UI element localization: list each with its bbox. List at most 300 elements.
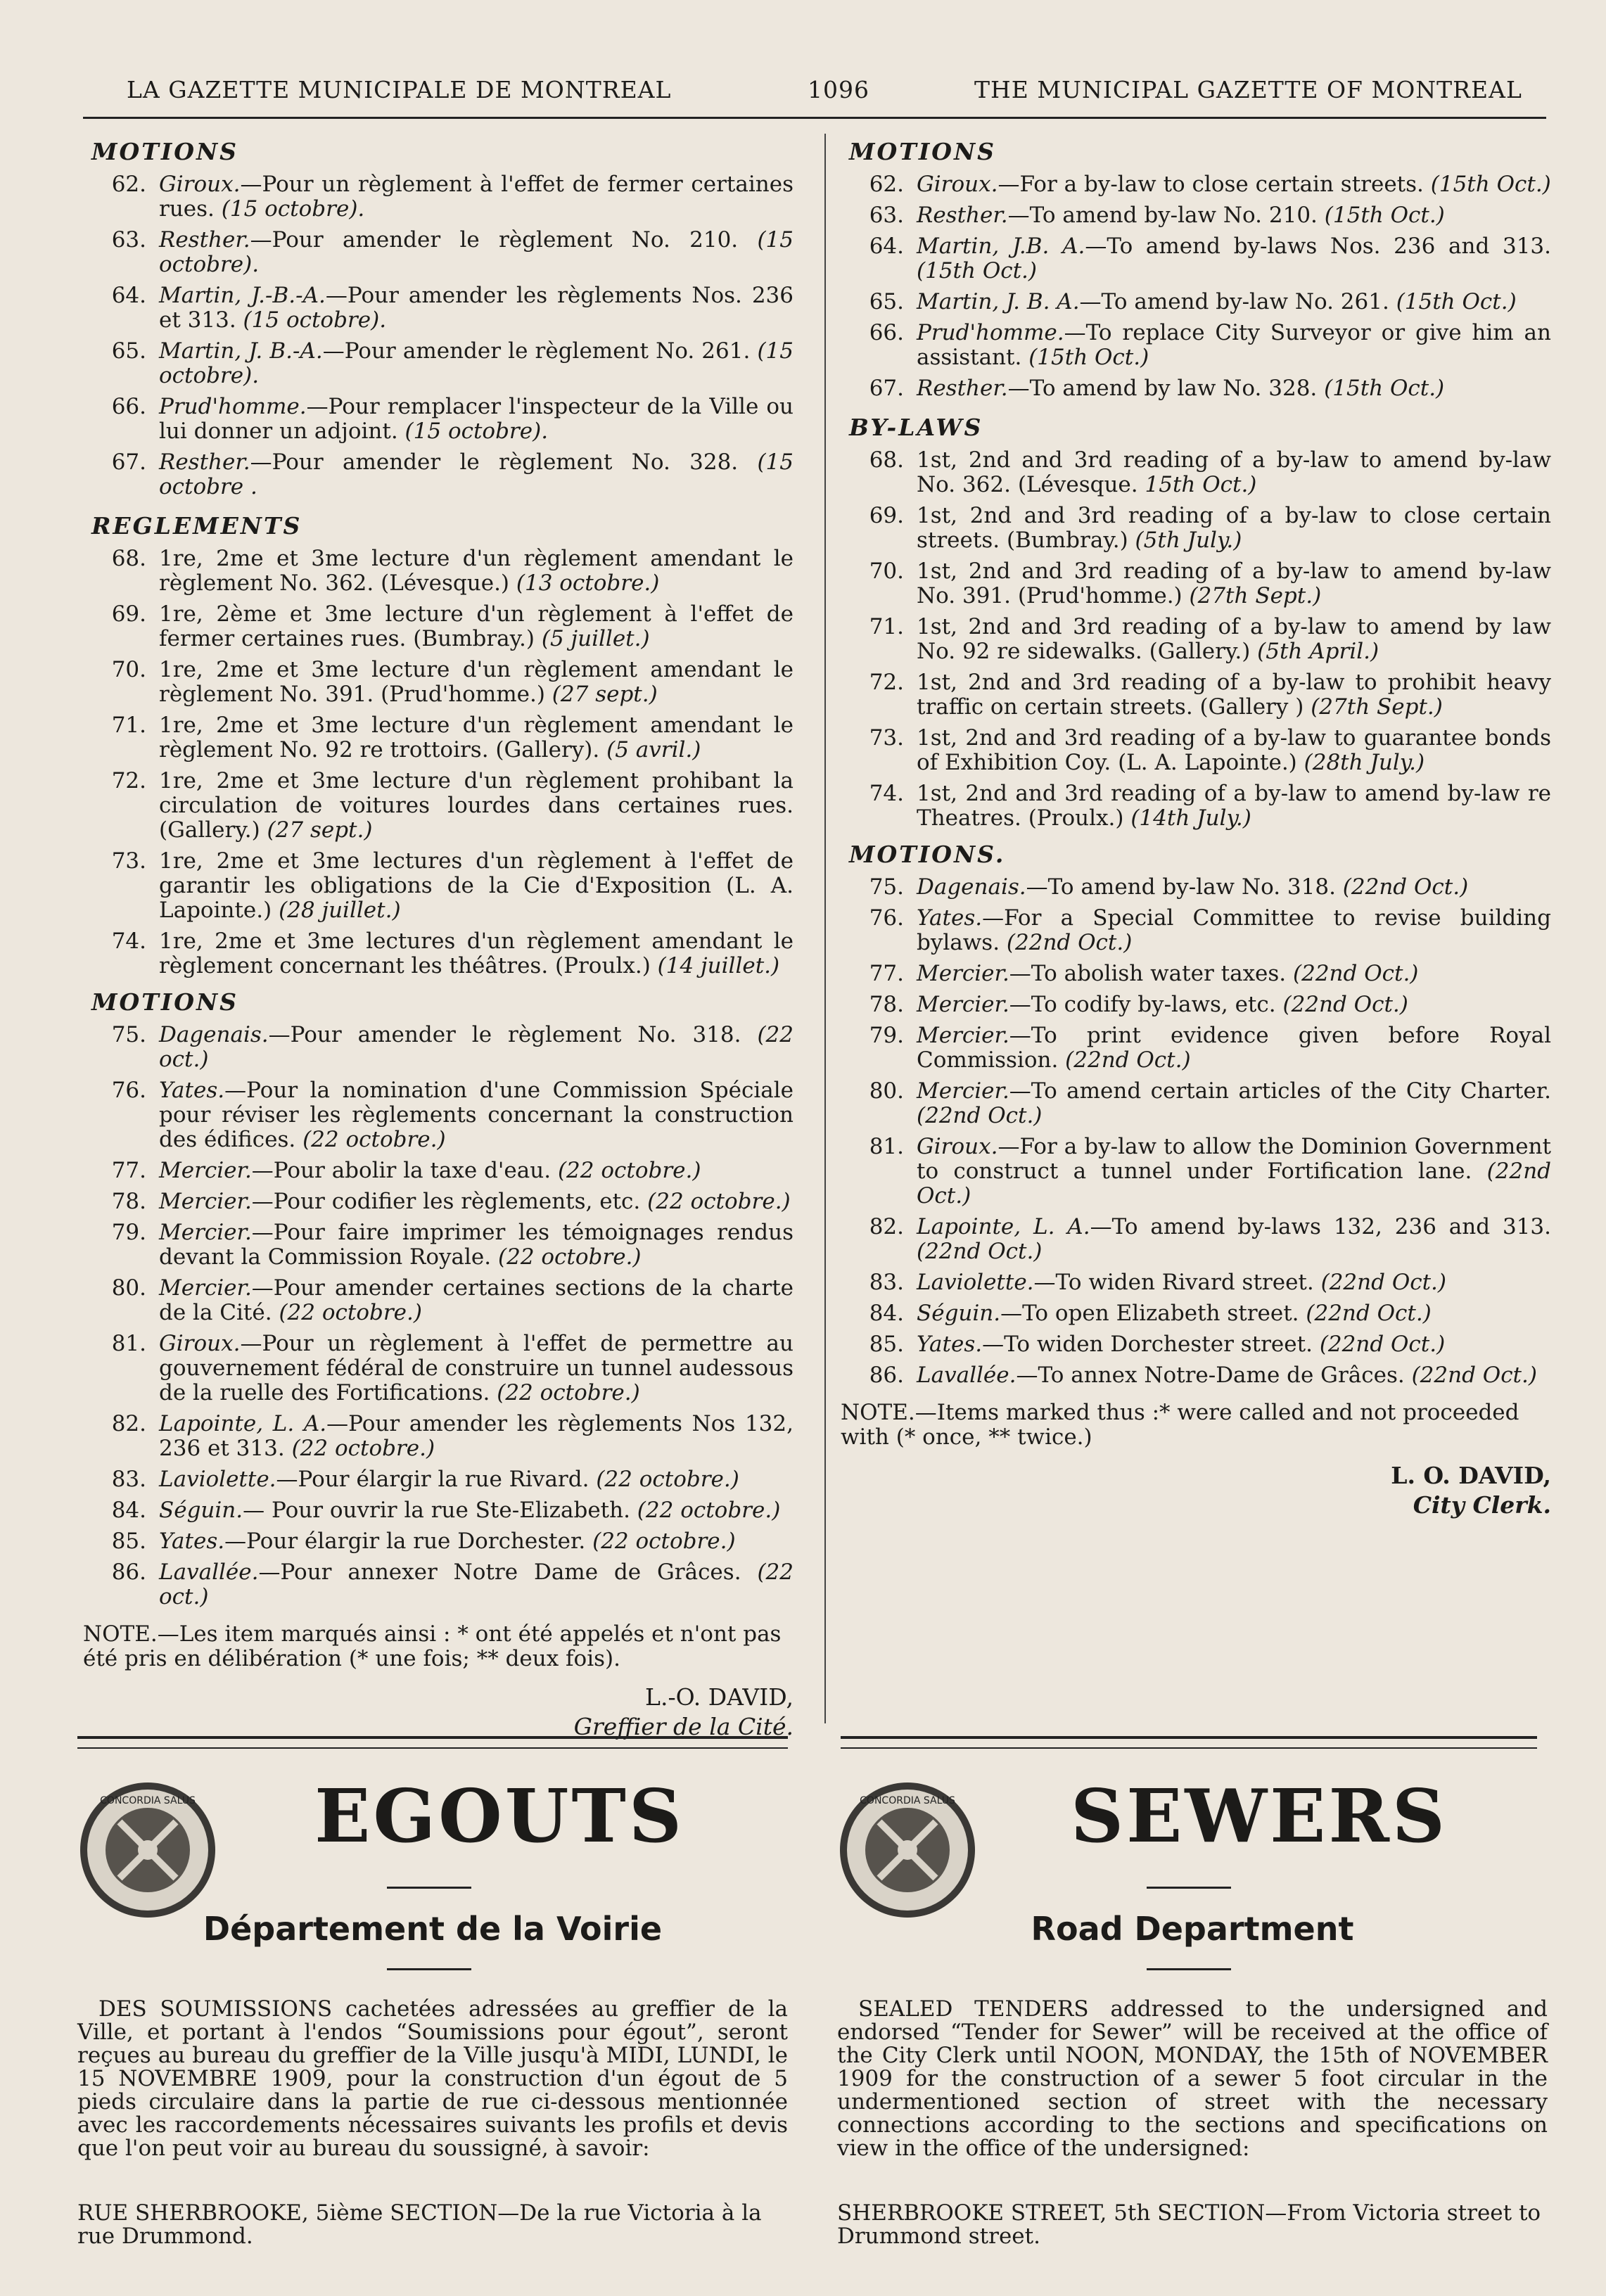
item-text [917,726,1551,775]
bylaws-list [83,547,794,978]
item-description: 1re, 2me et 3me lecture d'un règlement amendant le règlement No. 92 re trottoirs. (Gallery). [159,713,794,763]
list-item [83,1332,794,1405]
item-description: 1re, 2me et 3me lecture d'un règlement prohibant la circulation de voitures lourdes dans certaines rues. (Gallery.) [159,768,794,843]
item-description: —Pour amender le règlement No. 318. [268,1022,741,1047]
title-rule [387,1887,471,1889]
mover-name: Martin, J. B. A. [917,289,1080,314]
item-text [159,547,794,596]
mover-name: Martin, J.-B.-A. [159,283,326,308]
mover-name: Séguin. [917,1301,1001,1326]
item-date: (22 octobre.) [279,1300,422,1325]
list-item [83,713,794,763]
item-description: —To amend by-laws Nos. 236 and 313. [1085,234,1551,259]
section-title: REGLEMENTS [91,512,302,540]
item-date: (22nd Oct.) [1006,930,1133,955]
list-item [83,1159,794,1183]
item-description: —Pour amender le règlement No. 210. [250,227,739,253]
item-number: 79. [111,1220,146,1245]
list-item [841,559,1551,608]
mover-name: Dagenais. [917,874,1026,900]
list-item [83,228,794,277]
item-number: 84. [869,1301,904,1326]
item-number: 68. [111,546,146,571]
item-text [917,962,1551,986]
item-number: 86. [111,1560,146,1585]
mover-name: Lapointe, L. A. [917,1214,1090,1239]
item-date: (22 octobre.) [557,1158,701,1183]
title-rule [1147,1887,1231,1889]
section-title: MOTIONS [849,138,997,165]
item-text [159,1529,794,1554]
signature-name: L. O. DAVID, [1391,1462,1551,1489]
item-date: (15th Oct.) [917,258,1037,283]
item-date: (15 octobre . [159,449,794,499]
motions-list [841,875,1551,1388]
item-date: (13 octobre.) [516,570,660,596]
list-item [83,1276,794,1325]
item-text [159,228,794,277]
mover-name: Giroux. [159,1331,241,1356]
mover-name: Giroux. [917,1134,998,1159]
item-text [159,1023,794,1072]
item-number: 72. [111,768,146,793]
item-number: 70. [869,559,904,584]
list-item [83,1078,794,1152]
list-item [841,1079,1551,1128]
list-item [83,395,794,444]
item-description: —To replace City Surveyor or give him an assistant. [917,320,1551,370]
item-date: (15 octobre). [221,196,365,222]
item-number: 75. [111,1022,146,1047]
item-description: —To amend certain articles of the City Charter. [1009,1078,1551,1104]
ad-body: DES SOUMISSIONS cachetées adressées au greffier de la Ville, et portant à l'endos “Soumissions pour égout”, seront reçues au bureau du greffier de la Ville jusqu'à MIDI, LUNDI, le 15 NOVEMBRE 1909, pour la construction d'un égout de 5 pieds circulaire dans la partie de rue ci-dessous mentionnée avec les raccordements nécessaires suivants les profils et devis que l'on peut voir au bureau du soussigné, à savoir: [77,1996,788,2161]
item-date: (28th July.) [1304,750,1425,775]
item-description: —To amend by-laws 132, 236 and 313. [1090,1214,1551,1239]
item-text [917,1332,1551,1357]
list-item [83,1467,794,1492]
item-description: —To widen Dorchester street. [982,1332,1313,1357]
header-right: THE MUNICIPAL GAZETTE OF MONTREAL [974,76,1522,103]
ad-subtitle: Département de la Voirie [203,1910,663,1948]
item-number: 71. [869,614,904,639]
item-description: —To widen Rivard street. [1033,1270,1314,1295]
item-text [917,1363,1551,1388]
list-item [83,1560,794,1609]
item-number: 76. [111,1078,146,1103]
item-date: (22 octobre.) [637,1498,781,1523]
list-item [83,1412,794,1461]
item-number: 82. [111,1411,146,1436]
list-item [83,1529,794,1554]
item-date: (15th Oct.) [1028,345,1149,370]
header-rule [83,117,1546,119]
item-text [917,234,1551,283]
item-number: 62. [869,172,904,197]
list-item [841,504,1551,553]
item-date: (22 octobre.) [302,1127,446,1152]
mover-name: Resther. [159,227,250,253]
item-date: (15 octobre). [404,419,549,444]
item-date: 15th Oct.) [1145,472,1257,497]
item-date: (15 octobre). [243,307,387,333]
item-date: (15th Oct.) [1396,289,1517,314]
mover-name: Martin, J. B.-A. [159,338,323,364]
item-number: 66. [111,394,146,419]
item-description: —For a by-law to close certain streets. [998,172,1424,197]
note: NOTE.—Items marked thus :* were called and not proceeded with (* once, ** twice.) [841,1400,1519,1450]
english-column [841,134,1551,1520]
item-description: —To amend by law No. 328. [1007,376,1318,401]
item-text [159,713,794,763]
list-item [83,769,794,843]
item-description: —To open Elizabeth street. [1000,1301,1299,1326]
item-description: —Pour amender les règlements Nos 132, 236 et 313. [159,1411,794,1461]
item-description: 1st, 2nd and 3rd reading of a by-law to amend by-law No. 362. (Lévesque. [917,447,1551,497]
item-number: 80. [111,1275,146,1301]
mover-name: Lavallée. [159,1560,259,1585]
section-title: BY-LAWS [849,414,983,441]
item-date: (22nd Oct.) [1342,874,1469,900]
mover-name: Mercier. [159,1189,252,1214]
item-date: (22 octobre.) [647,1189,791,1214]
item-date: (22nd Oct.) [1411,1363,1537,1388]
list-item [841,906,1551,955]
item-description: —Pour remplacer l'inspecteur de la Ville ou lui donner un adjoint. [159,394,794,444]
item-number: 75. [869,874,904,900]
list-item [83,283,794,333]
city-seal-icon [837,1780,978,1920]
item-number: 73. [869,725,904,751]
list-item [841,1023,1551,1073]
item-number: 67. [869,376,904,401]
list-item [83,1190,794,1214]
mover-name: Yates. [159,1078,225,1103]
item-number: 82. [869,1214,904,1239]
item-text [159,1332,794,1405]
item-number: 69. [111,601,146,627]
section-divider [77,1736,788,1749]
item-text [159,1190,794,1214]
item-number: 74. [869,781,904,806]
item-description: —To print evidence given before Royal Commission. [917,1023,1551,1073]
item-date: (22nd Oct.) [917,1159,1552,1208]
item-text [917,1215,1551,1264]
header-left: LA GAZETTE MUNICIPALE DE MONTREAL [127,76,672,103]
list-item [83,1023,794,1072]
item-description: —To amend by-law No. 318. [1026,874,1336,900]
signature [841,1461,1551,1520]
item-text [917,1023,1551,1073]
list-item [841,234,1551,283]
list-item [841,1332,1551,1357]
item-text [917,448,1551,497]
item-number: 71. [111,713,146,738]
list-item [83,339,794,388]
item-number: 79. [869,1023,904,1048]
item-text [159,1560,794,1609]
item-date: (22 octobre.) [497,1380,640,1405]
item-date: (14th July.) [1130,805,1251,831]
mover-name: Prud'homme. [159,394,307,419]
item-number: 64. [869,234,904,259]
item-description: 1re, 2me et 3me lecture d'un règlement amendant le règlement No. 391. (Prud'homme.) [159,657,794,707]
mover-name: Resther. [917,376,1008,401]
item-text [159,602,794,651]
list-item [83,1220,794,1270]
list-item [841,670,1551,720]
motions-list [83,172,794,499]
item-description: 1st, 2nd and 3rd reading of a by-law to guarantee bonds of Exhibition Coy. (L. A. Lapointe.) [917,725,1551,775]
section-divider [841,1736,1537,1749]
item-text [159,1276,794,1325]
section-title: MOTIONS [91,988,239,1016]
list-item [83,450,794,499]
item-date: (22nd Oct.) [1065,1047,1191,1073]
item-date: (14 juillet.) [657,953,780,978]
item-description: —Pour un règlement à l'effet de fermer certaines rues. [159,172,794,222]
item-text [917,290,1551,314]
item-description: —Pour élargir la rue Rivard. [276,1467,589,1492]
list-item [841,962,1551,986]
item-date: (5th April.) [1257,639,1379,664]
item-number: 65. [869,289,904,314]
list-item [841,782,1551,831]
item-date: (15th Oct.) [1430,172,1551,197]
item-text [159,929,794,978]
list-item [83,1498,794,1523]
ad-body: SEALED TENDERS addressed to the undersigned and endorsed “Tender for Sewer” will be received at the office of the City Clerk until NOON, MONDAY, the 15th of NOVEMBER 1909 for the construction of a sewer 5 foot circular in the undermentioned section of street with the necessary connections according to the sections and specifications on view in the office of the undersigned: [837,1996,1548,2161]
ad-location: SHERBROOKE STREET, 5th SECTION—From Victoria street to Drummond street. [837,2200,1541,2249]
item-date: (22 octobre.) [498,1244,642,1270]
item-description: —For a by-law to allow the Dominion Government to construct a tunnel under Fortification lane. [917,1134,1551,1184]
list-item [83,658,794,707]
item-description: —Pour un règlement à l'effet de permettre au gouvernement fédéral de construire un tunnel audessous de la ruelle des Fortifications. [159,1331,794,1405]
item-date: (22 oct.) [159,1022,794,1072]
item-date: (22 octobre.) [596,1467,739,1492]
motions-list [83,1023,794,1609]
ad-title: SEWERS [1071,1773,1448,1859]
mover-name: Laviolette. [159,1467,276,1492]
list-item [841,726,1551,775]
mover-name: Mercier. [159,1158,252,1183]
item-number: 65. [111,338,146,364]
item-date: (22 octobre.) [592,1529,736,1554]
mover-name: Mercier. [917,992,1009,1017]
item-date: (27 sept.) [267,817,373,843]
item-text [917,993,1551,1017]
list-item [841,993,1551,1017]
item-text [917,615,1551,664]
list-item [841,448,1551,497]
mover-name: Prud'homme. [917,320,1064,345]
bylaws-list [841,448,1551,831]
list-item [841,376,1551,401]
signature-name: L.-O. DAVID, [645,1683,794,1711]
item-number: 66. [869,320,904,345]
note: NOTE.—Les item marqués ainsi : * ont été appelés et n'ont pas été pris en délibération (* une fois; ** deux fois). [83,1621,782,1671]
item-date: (22 octobre.) [291,1436,435,1461]
mover-name: Mercier. [159,1275,252,1301]
item-description: —Pour amender le règlement No. 328. [250,449,739,475]
item-description: —To amend by-law No. 210. [1007,203,1318,228]
item-date: (22nd Oct.) [1306,1301,1432,1326]
item-text [159,339,794,388]
list-item [841,172,1551,197]
mover-name: Giroux. [159,172,241,197]
item-date: (15 octobre). [159,227,794,277]
item-description: —Pour la nomination d'une Commission Spéciale pour réviser les règlements concernant la construction des édifices. [159,1078,794,1152]
item-number: 85. [111,1529,146,1554]
item-number: 70. [111,657,146,682]
mover-name: Laviolette. [917,1270,1034,1295]
item-text [159,450,794,499]
item-text [159,849,794,923]
item-description: 1st, 2nd and 3rd reading of a by-law to prohibit heavy traffic on certain streets. (Gallery ) [917,670,1551,720]
item-text [917,321,1551,370]
item-description: 1st, 2nd and 3rd reading of a by-law to amend by law No. 92 re sidewalks. (Gallery.) [917,614,1551,664]
list-item [841,1363,1551,1388]
item-description: 1re, 2me et 3me lecture d'un règlement amendant le règlement No. 362. (Lévesque.) [159,546,794,596]
item-number: 62. [111,172,146,197]
mover-name: Yates. [159,1529,225,1554]
list-item [841,1135,1551,1208]
list-item [841,615,1551,664]
column-divider [824,134,826,1723]
item-text [917,1135,1551,1208]
ad-title: EGOUTS [314,1773,684,1859]
item-text [917,906,1551,955]
item-number: 81. [869,1134,904,1159]
item-text [917,172,1551,197]
item-text [917,559,1551,608]
item-description: —Pour annexer Notre Dame de Grâces. [258,1560,741,1585]
item-description: 1st, 2nd and 3rd reading of a by-law to close certain streets. (Bumbray.) [917,503,1551,553]
list-item [841,1301,1551,1326]
item-date: (15th Oct.) [1324,376,1445,401]
item-number: 64. [111,283,146,308]
mover-name: Resther. [159,449,250,475]
item-text [159,1078,794,1152]
mover-name: Giroux. [917,172,998,197]
item-date: (5th July.) [1135,528,1242,553]
list-item [83,172,794,222]
mover-name: Lavallée. [917,1363,1017,1388]
item-text [917,1270,1551,1295]
item-text [159,395,794,444]
item-text [917,203,1551,228]
signature-role: Greffier de la Cité. [573,1713,794,1740]
item-date: (22nd Oct.) [1319,1332,1446,1357]
item-number: 80. [869,1078,904,1104]
motions-list [841,172,1551,401]
signature-role: City Clerk. [1413,1491,1551,1519]
item-text [917,504,1551,553]
item-number: 77. [111,1158,146,1183]
item-description: —Pour élargir la rue Dorchester. [224,1529,586,1554]
mover-name: Yates. [917,905,983,931]
item-number: 85. [869,1332,904,1357]
seal-text: CONCORDIA SALUS [100,1795,196,1806]
item-text [159,1159,794,1183]
item-text [917,1301,1551,1326]
item-description: 1re, 2me et 3me lectures d'un règlement à l'effet de garantir les obligations de la Cie d'Exposition (L. A. Lapointe.) [159,848,794,923]
list-item [841,1215,1551,1264]
item-date: (5 avril.) [606,737,701,763]
item-text [159,769,794,843]
list-item [83,602,794,651]
page-number: 1096 [808,76,869,103]
item-date: (27th Sept.) [1189,583,1322,608]
item-description: —To abolish water taxes. [1009,961,1287,986]
list-item [83,849,794,923]
item-number: 67. [111,449,146,475]
item-number: 77. [869,961,904,986]
item-date: (22nd Oct.) [917,1103,1043,1128]
item-description: —Pour codifier les règlements, etc. [251,1189,641,1214]
item-text [159,172,794,222]
item-description: — Pour ouvrir la rue Ste-Elizabeth. [243,1498,630,1523]
item-description: —Pour amender les règlements Nos. 236 et 313. [159,283,794,333]
item-date: (15th Oct.) [1324,203,1445,228]
item-date: (15 octobre). [159,338,794,388]
item-text [159,283,794,333]
item-description: 1st, 2nd and 3rd reading of a by-law to amend by-law No. 391. (Prud'homme.) [917,559,1551,608]
item-number: 83. [869,1270,904,1295]
item-description: —Pour faire imprimer les témoignages rendus devant la Commission Royale. [159,1220,794,1270]
mover-name: Yates. [917,1332,983,1357]
item-number: 63. [111,227,146,253]
item-text [159,1498,794,1523]
seal-text: CONCORDIA SALUS [860,1795,955,1806]
item-number: 63. [869,203,904,228]
item-number: 84. [111,1498,146,1523]
item-date: (22 oct.) [159,1560,794,1609]
item-text [917,1079,1551,1128]
item-date: (28 juillet.) [279,898,401,923]
mover-name: Séguin. [159,1498,243,1523]
list-item [841,203,1551,228]
subtitle-rule [1147,1968,1231,1970]
section-title: MOTIONS [91,138,239,165]
item-text [159,1412,794,1461]
item-number: 86. [869,1363,904,1388]
list-item [841,290,1551,314]
city-seal-icon [77,1780,218,1920]
list-item [841,1270,1551,1295]
list-item [83,929,794,978]
mover-name: Lapointe, L. A. [159,1411,327,1436]
item-text [159,1467,794,1492]
item-description: —Pour abolir la taxe d'eau. [251,1158,552,1183]
item-text [917,875,1551,900]
item-description: —To amend by-law No. 261. [1079,289,1389,314]
item-number: 78. [111,1189,146,1214]
mover-name: Mercier. [917,961,1009,986]
item-date: (22nd Oct.) [1320,1270,1446,1295]
item-description: —To annex Notre-Dame de Grâces. [1016,1363,1405,1388]
mover-name: Dagenais. [159,1022,269,1047]
mover-name: Mercier. [917,1078,1009,1104]
item-date: (22nd Oct.) [917,1239,1043,1264]
item-description: 1re, 2ème et 3me lecture d'un règlement à l'effet de fermer certaines rues. (Bumbray.) [159,601,794,651]
item-text [917,670,1551,720]
item-description: 1re, 2me et 3me lectures d'un règlement amendant le règlement concernant les théâtres. (Proulx.) [159,929,794,978]
item-description: —To codify by-laws, etc. [1009,992,1276,1017]
mover-name: Mercier. [159,1220,252,1245]
item-text [159,1220,794,1270]
item-number: 81. [111,1331,146,1356]
ad-subtitle: Road Department [1031,1910,1354,1948]
